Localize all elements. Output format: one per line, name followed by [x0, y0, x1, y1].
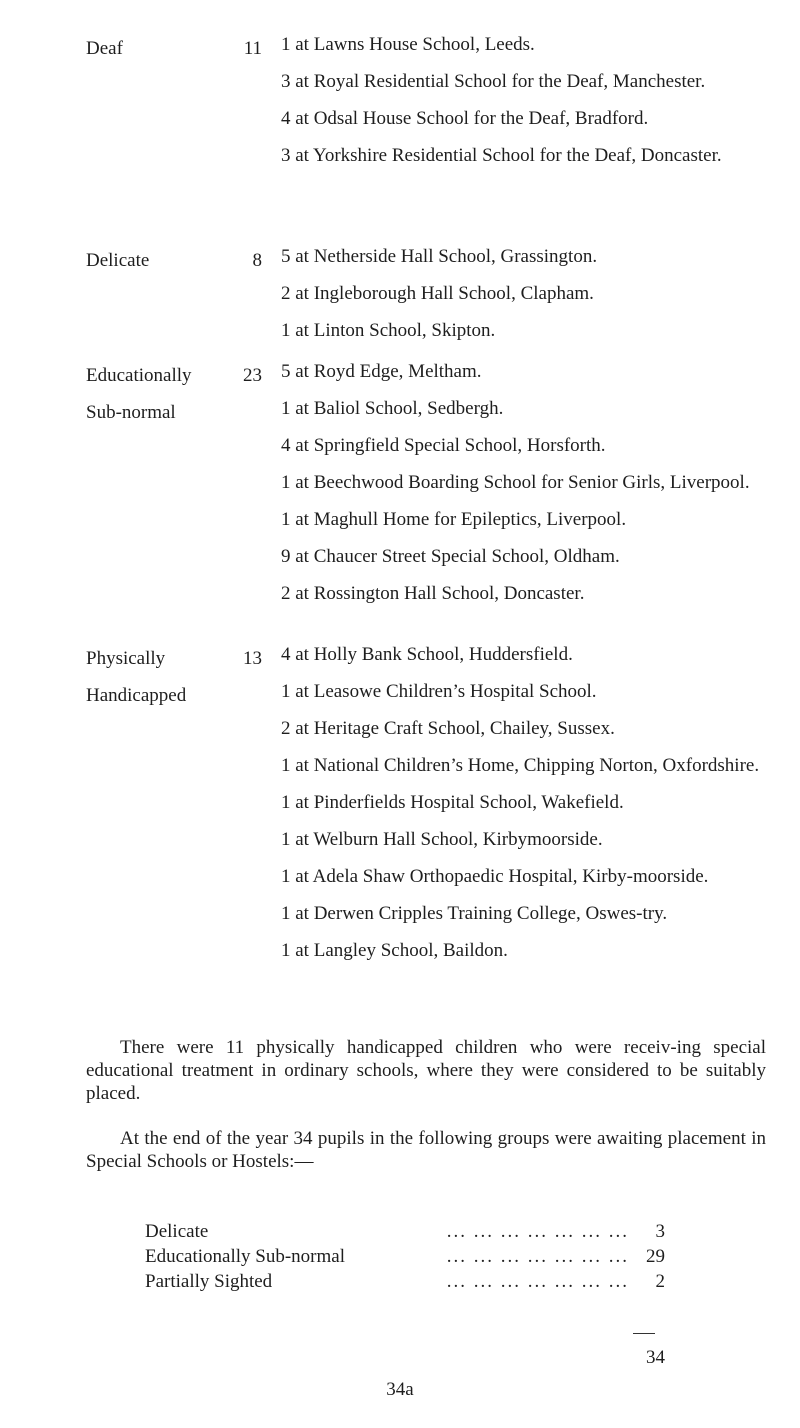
category-line: Sub-normal: [86, 402, 176, 423]
waiting-list-label: Partially Sighted: [145, 1270, 280, 1293]
school-entry: 3 at Yorkshire Residential School for the Deaf, Doncaster.: [281, 145, 722, 166]
school-list: [281, 360, 766, 619]
category-line: Handicapped: [86, 685, 187, 706]
school-list: [281, 245, 766, 356]
waiting-list-label: Educationally Sub-normal: [145, 1245, 353, 1268]
school-entry: 1 at Linton School, Skipton.: [281, 320, 496, 341]
school-entry: 4 at Holly Bank School, Huddersfield.: [281, 644, 573, 665]
paragraph-awaiting-placement: At the end of the year 34 pupils in the following groups were awaiting placement in Special Schools or Hostels:—: [86, 1128, 766, 1172]
school-entry: 1 at Beechwood Boarding School for Senior Girls, Liverpool.: [281, 472, 750, 493]
school-entry: 1 at Derwen Cripples Training College, Oswes-try.: [281, 903, 668, 924]
waiting-list-row: [145, 1270, 665, 1293]
waiting-list-value: 3: [655, 1221, 665, 1242]
waiting-list-row: [145, 1245, 665, 1268]
school-entry: 1 at Baliol School, Sedbergh.: [281, 398, 504, 419]
school-list: [281, 33, 766, 181]
school-entry: 1 at Adela Shaw Orthopaedic Hospital, Kirby-moorside.: [281, 866, 709, 887]
waiting-list-row: [145, 1220, 665, 1243]
school-entry: 1 at National Children’s Home, Chipping Norton, Oxfordshire.: [281, 755, 760, 776]
leader-dots: ... ... ... ... ... ... ...: [446, 1221, 629, 1242]
category-label: [86, 245, 149, 276]
school-entry: 2 at Rossington Hall School, Doncaster.: [281, 583, 585, 604]
school-entry: 1 at Lawns House School, Leeds.: [281, 34, 535, 55]
school-entry: 5 at Royd Edge, Meltham.: [281, 361, 482, 382]
waiting-list-label: Delicate: [145, 1220, 216, 1243]
category-label: [86, 643, 186, 711]
waiting-list-total: 34: [646, 1347, 665, 1368]
school-entry: 2 at Ingleborough Hall School, Clapham.: [281, 283, 594, 304]
school-entry: 9 at Chaucer Street Special School, Oldham.: [281, 546, 620, 567]
school-entry: 1 at Welburn Hall School, Kirbymoorside.: [281, 829, 603, 850]
school-entry: 1 at Leasowe Children’s Hospital School.: [281, 681, 597, 702]
school-entry: 1 at Langley School, Baildon.: [281, 940, 508, 961]
school-entry: 2 at Heritage Craft School, Chailey, Sussex.: [281, 718, 615, 739]
school-list: [281, 643, 766, 976]
leader-dots: ... ... ... ... ... ... ...: [446, 1246, 629, 1267]
category-count: 11: [243, 38, 262, 59]
category-line: Physically: [86, 648, 166, 669]
category-count: 13: [243, 648, 262, 669]
category-count: 8: [252, 250, 262, 271]
page-number: 34a: [386, 1379, 414, 1400]
category-count: 23: [243, 365, 262, 386]
waiting-list-value: 29: [646, 1246, 665, 1267]
category-label: [86, 360, 192, 428]
waiting-list-value: 2: [655, 1271, 665, 1292]
total-rule: [633, 1333, 655, 1334]
school-entry: 1 at Maghull Home for Epileptics, Liverpool.: [281, 509, 627, 530]
category-label: [86, 33, 123, 64]
category-line: Delicate: [86, 250, 150, 271]
school-entry: 4 at Odsal House School for the Deaf, Bradford.: [281, 108, 649, 129]
category-line: Deaf: [86, 38, 123, 59]
leader-dots: ... ... ... ... ... ... ...: [446, 1271, 629, 1292]
school-entry: 1 at Pinderfields Hospital School, Wakefield.: [281, 792, 624, 813]
school-entry: 5 at Netherside Hall School, Grassington.: [281, 246, 598, 267]
school-entry: 4 at Springfield Special School, Horsforth.: [281, 435, 606, 456]
school-entry: 3 at Royal Residential School for the Deaf, Manchester.: [281, 71, 706, 92]
category-line: Educationally: [86, 365, 192, 386]
paragraph-ordinary-schools: There were 11 physically handicapped children who were receiv-ing special educational treatment in ordinary schools, where they were considered to be suitably placed.: [86, 1037, 766, 1104]
